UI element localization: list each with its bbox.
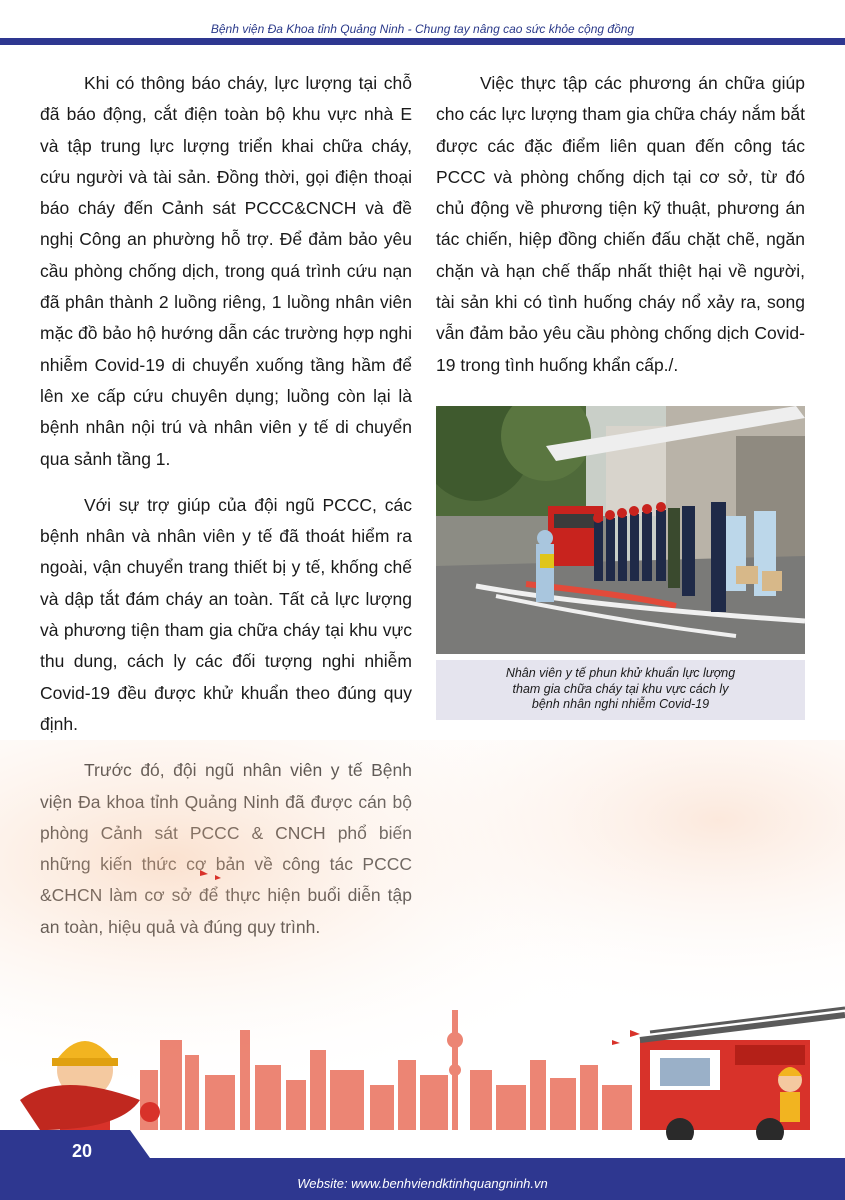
caption-line: Nhân viên y tế phun khử khuẩn lực lượng (505, 666, 736, 680)
page-number: 20 (72, 1141, 93, 1161)
photo-caption-box (436, 660, 805, 720)
paragraph: Khi có thông báo cháy, lực lượng tại chỗ đã báo động, cắt điện toàn bộ khu vực nhà E và tập trung lực lượng triển khai chữa cháy, cứu người và tài sản. Đồng thời, gọi điện thoại báo cháy đến Cảnh sát PCCC&CNCH và đề nghị Công an phường hỗ trợ. Để đảm bảo yêu cầu phòng chống dịch, trong quá trình cứu nạn đã phân thành 2 luồng riêng, 1 luồng nhân viên mặc đồ bảo hộ hướng dẫn các trường hợp nghi nhiễm Covid-19 di chuyển xuống tầng hầm để lên xe cấp cứu chuyên dụng; luồng còn lại là bệnh nhân nội trú và nhân viên y tế di chuyển qua sảnh tầng 1. (40, 73, 412, 469)
right-column (436, 68, 805, 396)
header-title: Bệnh viện Đa Khoa tỉnh Quảng Ninh - Chung tay nâng cao sức khỏe cộng đồng (210, 22, 635, 36)
footer-website: Website: www.benhviendktinhquangninh.vn (297, 1176, 548, 1191)
paragraph: Với sự trợ giúp của đội ngũ PCCC, các bệnh nhân và nhân viên y tế đã thoát hiểm ra ngoài, vận chuyển trang thiết bị y tế, khống chế và dập tắt đám cháy an toàn. Tất cả lực lượng và phương tiện tham gia chữa cháy tại khu vực thu dung, cách ly các đối tượng nghi nhiễm Covid-19 đều được khử khuẩn theo đúng quy định. (40, 494, 412, 734)
page-header (0, 0, 845, 38)
event-photo (436, 406, 805, 654)
photo-caption (436, 666, 805, 713)
caption-line: tham gia chữa cháy tại khu vực cách ly (512, 681, 729, 696)
header-rule (0, 38, 845, 45)
firefighting-illustration (0, 740, 845, 1140)
paragraph: Việc thực tập các phương án chữa giúp cho các lực lượng tham gia chữa cháy nắm bắt được các đặc điểm liên quan đến công tác PCCC và phòng chống dịch tại cơ sở, từ đó chủ động về phương tiện kỹ thuật, phương án tác chiến, hiệp đồng chiến đấu chặt chẽ, ngăn chặn và hạn chế thấp nhất thiệt hại về người, tài sản khi có tình huống cháy nổ xảy ra, song vẫn đảm bảo yêu cầu phòng chống dịch Covid-19 trong tình huống khẩn cấp./. (436, 73, 805, 375)
photo-illustration (436, 406, 805, 654)
caption-line: bệnh nhân nghi nhiễm Covid-19 (531, 697, 710, 711)
